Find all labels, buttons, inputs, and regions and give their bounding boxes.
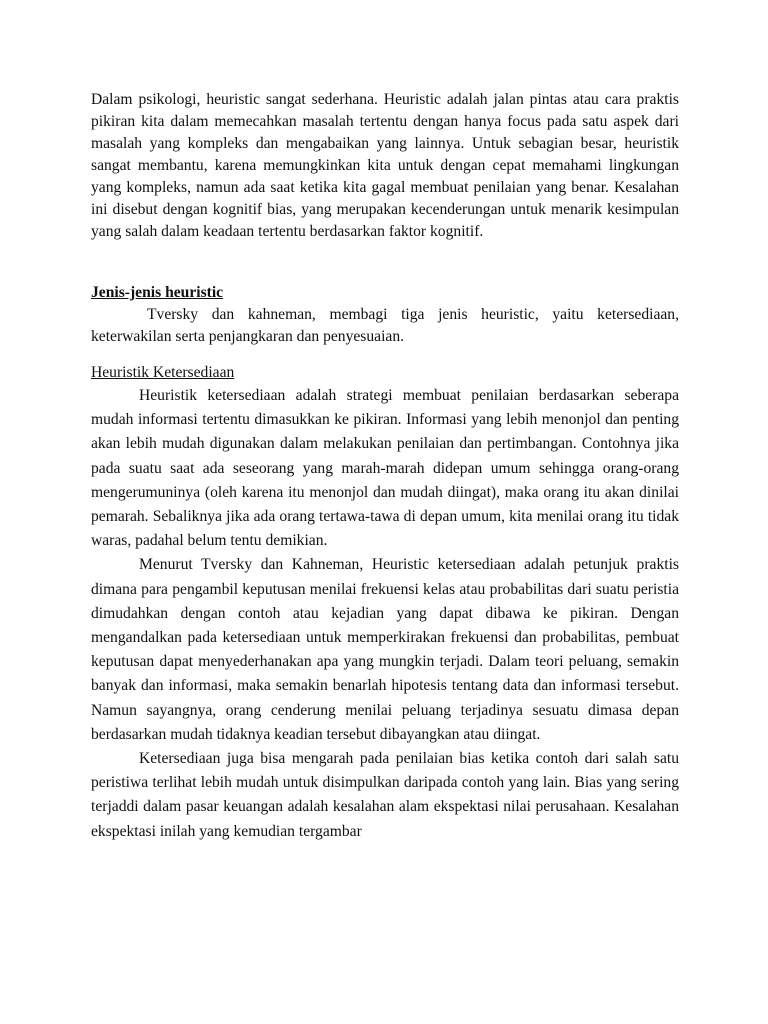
body-paragraph-1: Heuristik ketersediaan adalah strategi membuat penilaian berdasarkan seberapa mudah informasi tertentu dimasukkan ke pikiran. Informasi yang lebih menonjol dan penting akan lebih mudah digunakan dalam melakukan penilaian dan pertimbangan. Contohnya jika pada suatu saat ada seseorang yang marah-marah didepan umum sehingga orang-orang mengerumuninya (oleh karena itu menonjol dan mudah diingat), maka orang itu akan dinilai pemarah. Sebaliknya jika ada orang tertawa-tawa di depan umum, kita menilai orang itu tidak waras, padahal belum tentu demikian. [91,387,679,550]
section-intro: Tversky dan kahneman, membagi tiga jenis heuristic, yaitu ketersediaan, keterwakilan serta penjangkaran dan penyesuaian. [91,306,679,345]
subsection-heading: Heuristik Ketersediaan [91,364,235,381]
spacer [91,348,679,362]
intro-paragraph: Dalam psikologi, heuristic sangat sederhana. Heuristic adalah jalan pintas atau cara praktis pikiran kita dalam memecahkan masalah tertentu dengan hanya focus pada satu aspek dari masalah yang kompleks dan mengabaikan yang lainnya. Untuk sebagian besar, heuristik sangat membantu, karena memungkinkan kita untuk dengan cepat memahami lingkungan yang kompleks, namun ada saat ketika kita gagal membuat penilaian yang benar. Kesalahan ini disebut dengan kognitif bias, yang merupakan kecenderungan untuk menarik kesimpulan yang salah dalam keadaan tertentu berdasarkan faktor kognitif. [91,91,679,240]
document-page [91,89,679,844]
section-heading: Jenis-jenis heuristic [91,284,224,301]
body-paragraph-3: Ketersediaan juga bisa mengarah pada penilaian bias ketika contoh dari salah satu peristiwa terlihat lebih mudah untuk disimpulkan daripada contoh yang lain. Bias yang sering terjaddi dalam pasar keuangan adalah kesalahan alam ekspektasi nilai perusahaan. Kesalahan ekspektasi inilah yang kemudian tergambar [91,750,679,840]
body-paragraph-2: Menurut Tversky dan Kahneman, Heuristic ketersediaan adalah petunjuk praktis dimana para pengambil keputusan menilai frekuensi kelas atau probabilitas dari suatu peristia dimudahkan dengan contoh atau kejadian yang dapat dibawa ke pikiran. Dengan mengandalkan pada ketersediaan untuk memperkirakan frekuensi dan probabilitas, pembuat keputusan dapat menyederhanakan apa yang mungkin terjadi. Dalam teori peluang, semakin banyak dan informasi, maka semakin benarlah hipotesis tentang data dan informasi tersebut. Namun sayangnya, orang cenderung menilai peluang terjadinya sesuatu dimasa depan berdasarkan mudah tidaknya keadian tersebut dibayangkan atau diingat. [91,556,679,743]
spacer [91,243,679,282]
